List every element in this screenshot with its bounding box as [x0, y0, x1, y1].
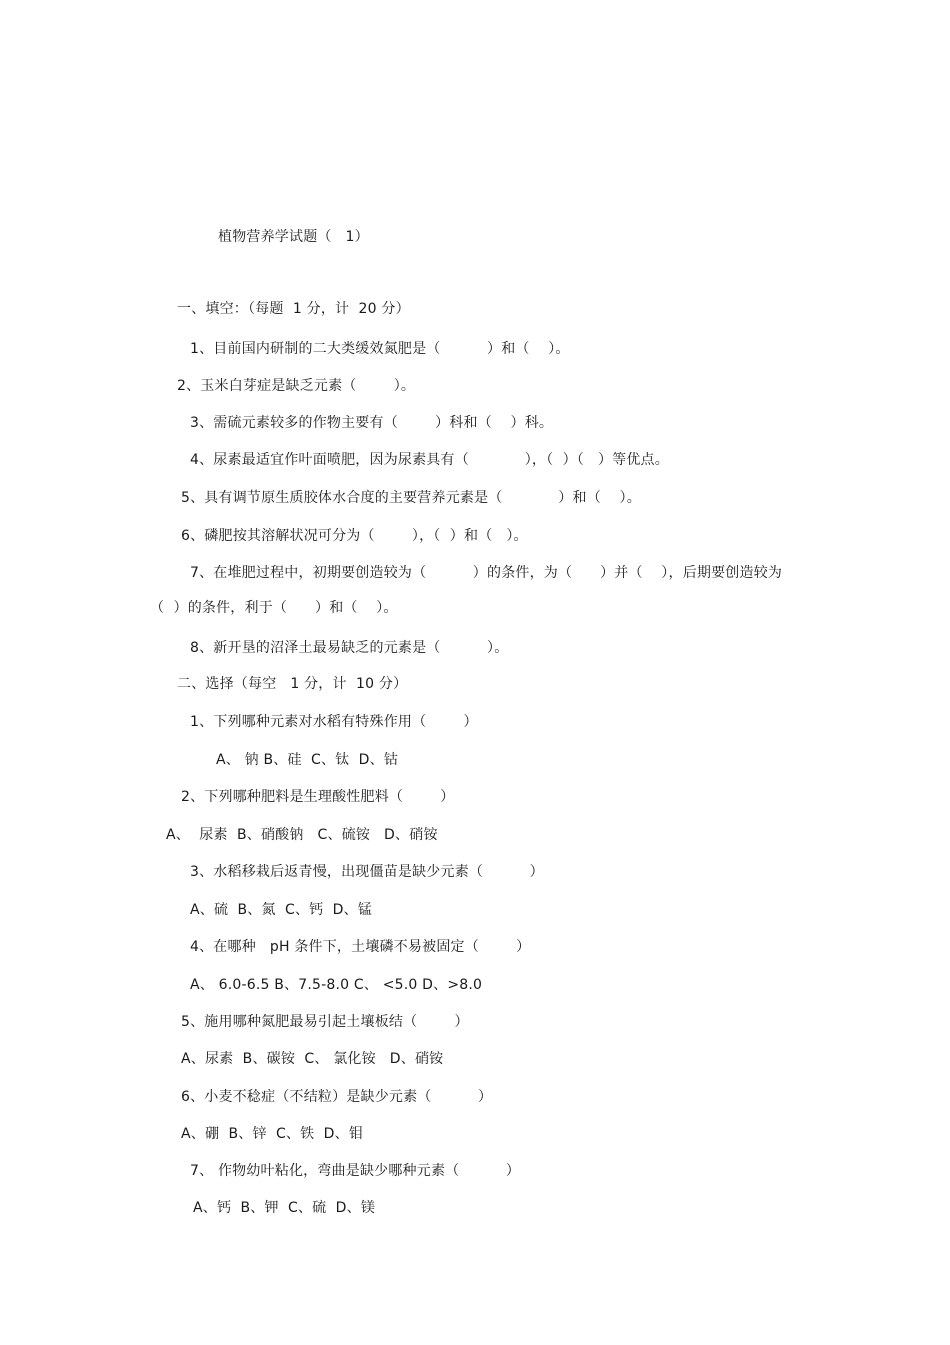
- choice-question-4: 4、在哪种 pH 条件下，土壤磷不易被固定（ ）: [190, 939, 531, 955]
- section1-heading: 一、填空：（每题 1 分，计 20 分）: [177, 301, 410, 317]
- fill-question-5: 5、具有调节原生质胶体水合度的主要营养元素是（ ）和（ ）。: [181, 490, 641, 506]
- choice-options-1: A、 钠 B、硅 C、钛 D、钴: [216, 752, 399, 768]
- choice-question-1: 1、下列哪种元素对水稻有特殊作用（ ）: [190, 714, 478, 730]
- fill-question-1: 1、目前国内研制的二大类缓效氮肥是（ ）和（ ）。: [190, 341, 570, 357]
- choice-options-2: A、 尿素 B、硝酸钠 C、硫铵 D、硝铵: [166, 827, 438, 843]
- choice-question-2: 2、下列哪种肥料是生理酸性肥料（ ）: [181, 789, 455, 805]
- fill-question-7-line2: （ ）的条件，利于（ ）和（ ）。: [150, 600, 398, 616]
- fill-question-8: 8、新开垦的沼泽土最易缺乏的元素是（ ）。: [190, 640, 509, 656]
- choice-options-7: A、钙 B、钾 C、硫 D、镁: [193, 1200, 376, 1216]
- choice-options-6: A、硼 B、锌 C、铁 D、钼: [181, 1126, 364, 1142]
- fill-question-4: 4、尿素最适宜作叶面喷肥，因为尿素具有（ ），（ ）（ ）等优点。: [190, 452, 669, 468]
- fill-question-6: 6、磷肥按其溶解状况可分为（ ），（ ）和（ ）。: [181, 528, 528, 544]
- fill-question-2: 2、玉米白芽症是缺乏元素（ ）。: [177, 378, 416, 394]
- fill-question-3: 3、需硫元素较多的作物主要有（ ）科和（ ）科。: [190, 415, 554, 431]
- choice-question-3: 3、水稻移栽后返青慢，出现僵苗是缺少元素（ ）: [190, 864, 544, 880]
- choice-question-5: 5、施用哪种氮肥最易引起土壤板结（ ）: [181, 1014, 469, 1030]
- choice-options-3: A、硫 B、氮 C、钙 D、锰: [190, 902, 373, 918]
- choice-question-6: 6、小麦不稔症（不结粒）是缺少元素（ ）: [181, 1089, 493, 1105]
- choice-options-5: A、尿素 B、碳铵 C、 氯化铵 D、硝铵: [181, 1051, 444, 1067]
- choice-options-4: A、 6.0-6.5 B、7.5-8.0 C、 <5.0 D、>8.0: [190, 977, 483, 993]
- section2-heading: 二、选择（每空 1 分，计 10 分）: [177, 676, 408, 692]
- choice-question-7: 7、 作物幼叶粘化，弯曲是缺少哪种元素（ ）: [190, 1163, 521, 1179]
- fill-question-7-line1: 7、在堆肥过程中，初期要创造较为（ ）的条件，为（ ）并（ ），后期要创造较为: [190, 565, 783, 581]
- page-title: 植物营养学试题（ 1）: [218, 229, 369, 245]
